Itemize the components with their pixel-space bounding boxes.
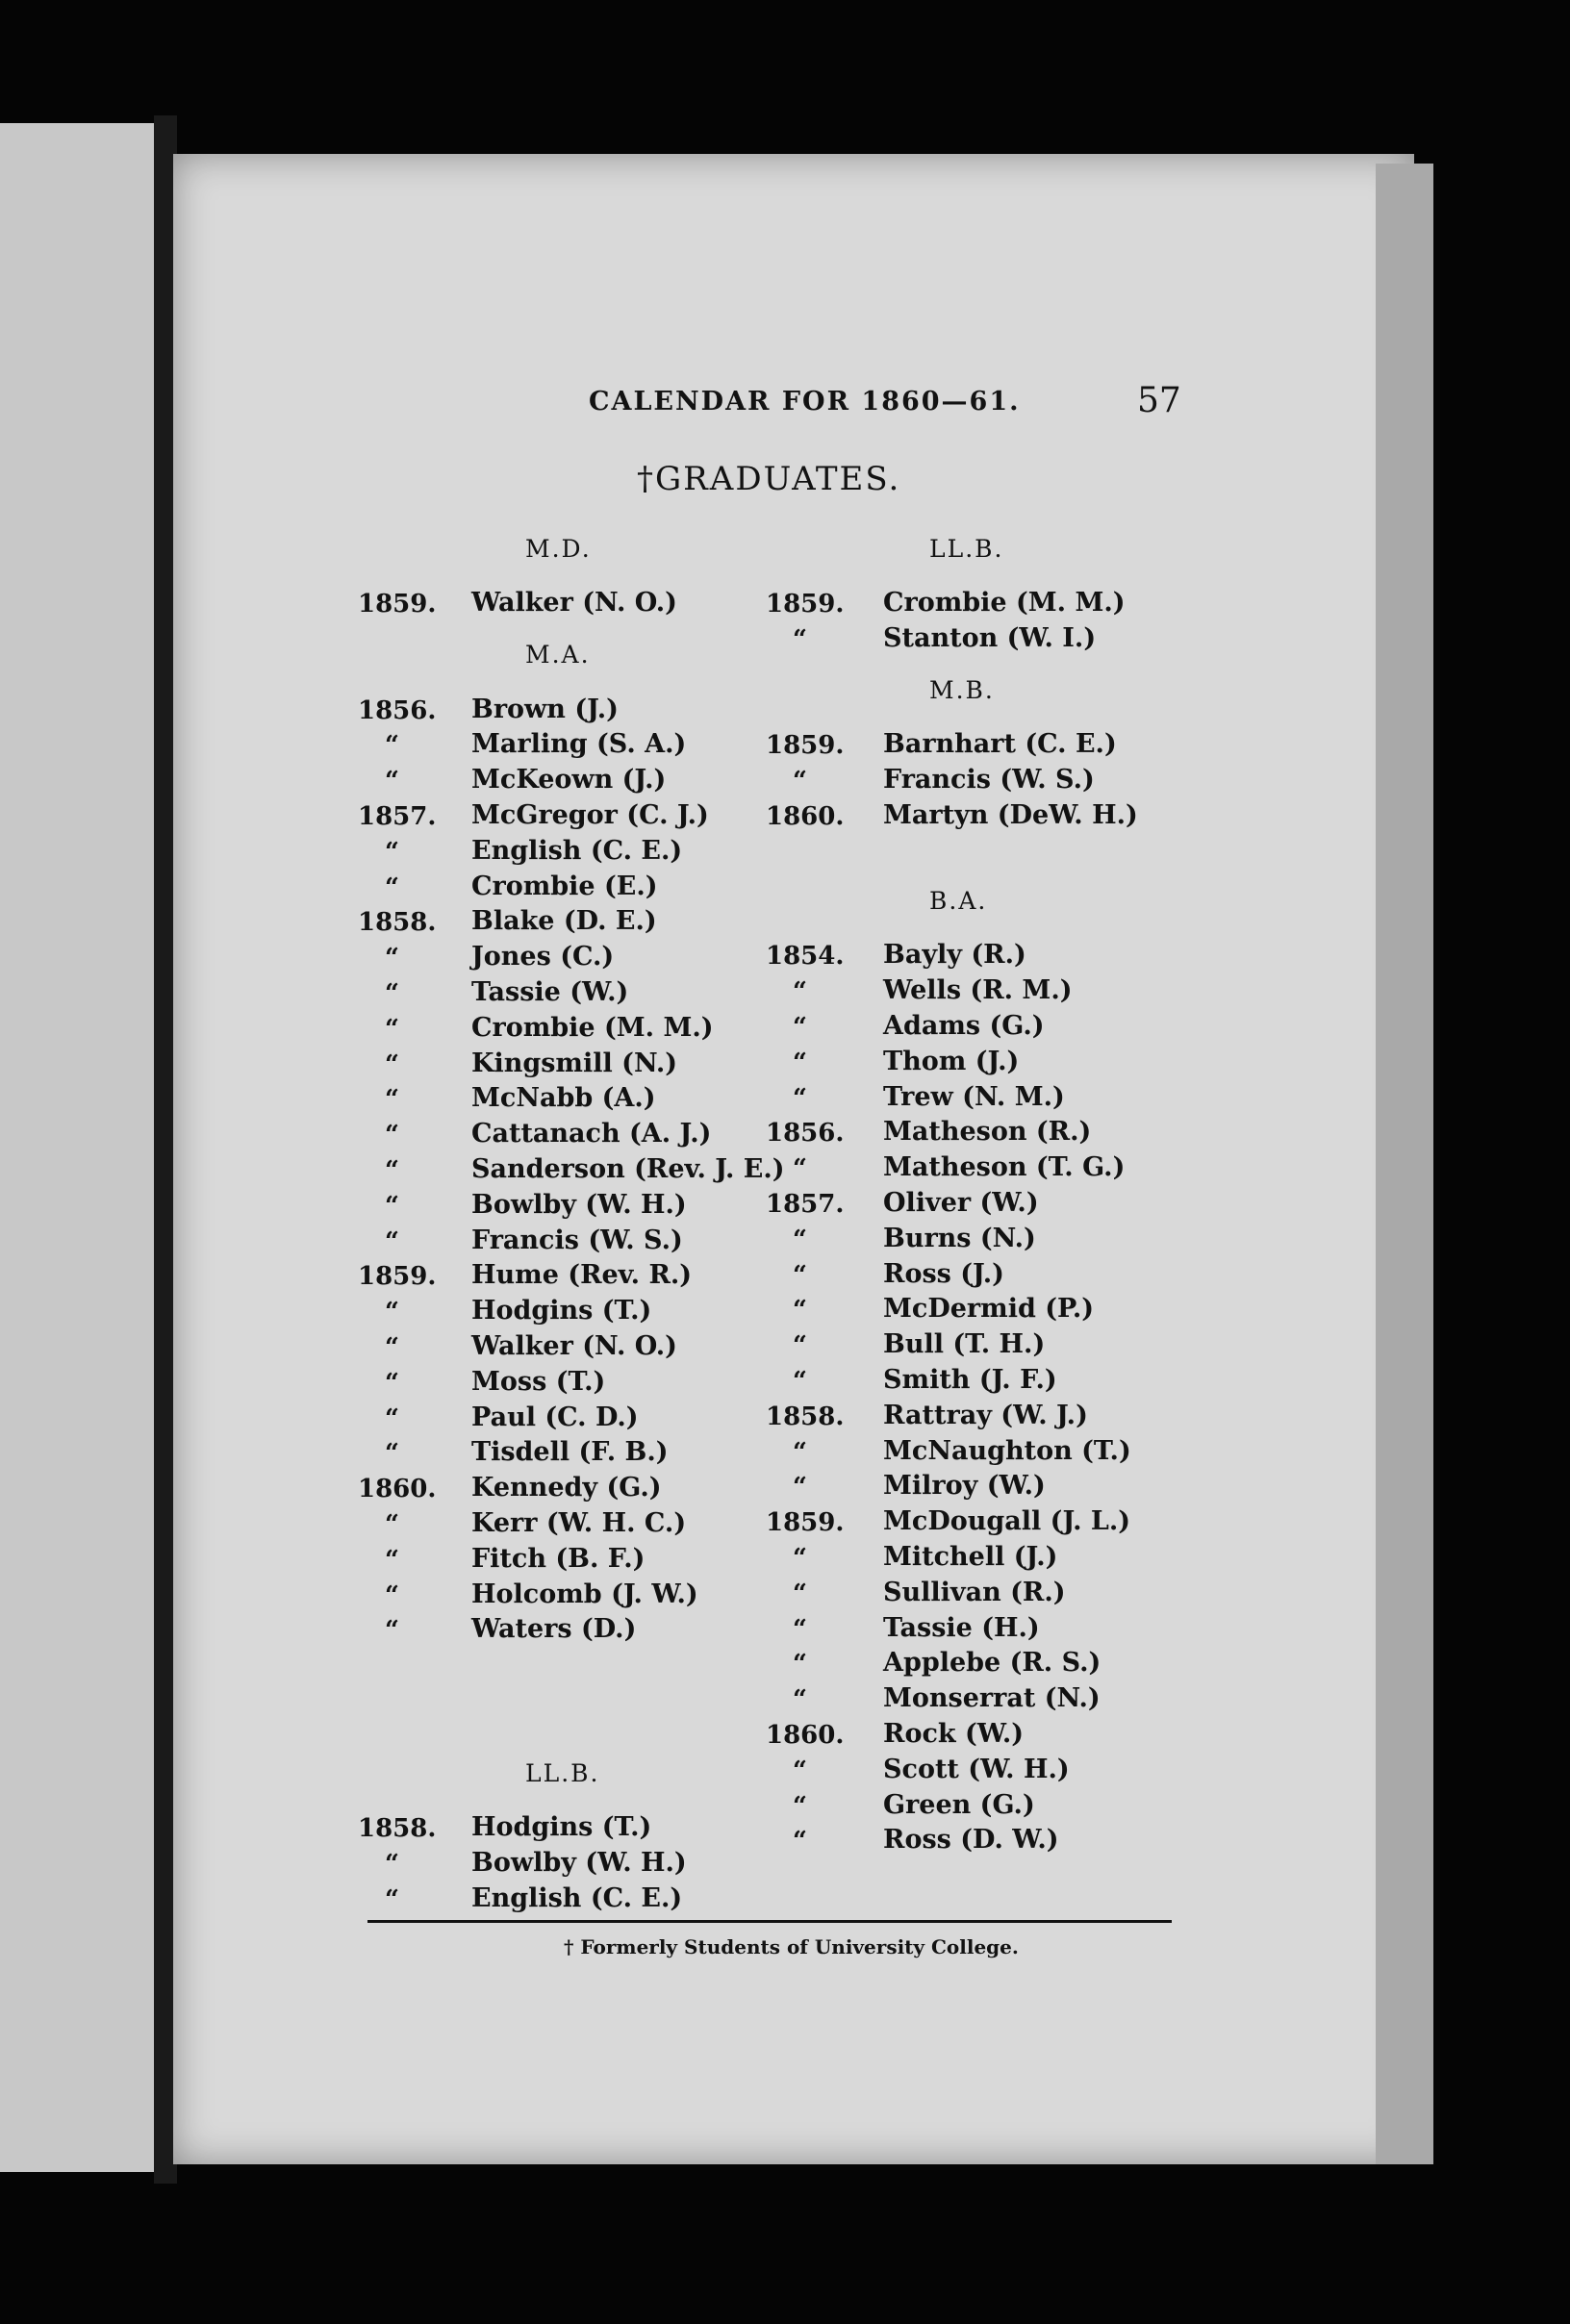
entry-year: “ [793, 1543, 807, 1573]
entry-year: “ [793, 1579, 807, 1608]
graduate-name: Walker (N. O.) [471, 588, 677, 619]
entry-year: 1860. [766, 802, 845, 831]
entry-year: “ [385, 1885, 399, 1915]
footnote-rule [367, 1920, 1172, 1923]
graduate-name: McDermid (P.) [883, 1294, 1095, 1325]
entry-year: “ [793, 1366, 807, 1396]
entry-year: “ [385, 1403, 399, 1433]
graduate-name: Rattray (W. J.) [883, 1400, 1088, 1430]
entry-year: “ [793, 1260, 807, 1290]
entry-year: “ [793, 1650, 807, 1680]
graduate-name: Oliver (W.) [883, 1187, 1039, 1218]
entry-year: “ [793, 1756, 807, 1785]
entry-year: “ [385, 1226, 399, 1256]
entry-year: “ [385, 1439, 399, 1469]
graduate-name: Hodgins (T.) [471, 1812, 652, 1843]
entry-year: “ [385, 1580, 399, 1610]
graduate-name: Hodgins (T.) [471, 1296, 652, 1326]
entry-year: “ [385, 1850, 399, 1880]
running-head: CALENDAR FOR 1860—61. [589, 387, 1021, 417]
graduate-name: Francis (W. S.) [471, 1225, 683, 1255]
entry-year: “ [793, 1473, 807, 1503]
graduate-name: Thom (J.) [883, 1046, 1020, 1076]
entry-year: “ [793, 767, 807, 796]
graduate-name: Cattanach (A. J.) [471, 1119, 712, 1149]
entry-year: “ [793, 1225, 807, 1254]
entry-year: 1859. [766, 590, 845, 619]
entry-year: “ [793, 977, 807, 1007]
graduate-name: Crombie (M. M.) [471, 1012, 714, 1043]
graduate-name: Smith (J. F.) [883, 1364, 1057, 1395]
entry-year: “ [385, 1616, 399, 1646]
entry-year: “ [385, 1333, 399, 1362]
entry-year: “ [385, 1298, 399, 1327]
entry-year: “ [385, 872, 399, 902]
entry-year: “ [793, 1154, 807, 1184]
entry-year: 1857. [766, 1189, 845, 1219]
entry-year: “ [793, 1827, 807, 1857]
entry-year: “ [385, 1545, 399, 1575]
graduate-name: Brown (J.) [471, 694, 619, 724]
entry-year: “ [793, 1437, 807, 1467]
entry-year: “ [793, 625, 807, 654]
graduate-name: Crombie (M. M.) [883, 588, 1126, 619]
graduate-name: McGregor (C. J.) [471, 800, 709, 830]
entry-year: “ [793, 1083, 807, 1113]
graduate-name: Francis (W. S.) [883, 765, 1095, 796]
entry-year: “ [385, 1049, 399, 1079]
section-heading: B.A. [929, 887, 988, 916]
entry-year: “ [793, 1012, 807, 1042]
graduate-name: English (C. E.) [471, 1883, 683, 1914]
graduate-name: Jones (C.) [471, 942, 615, 973]
graduate-name: Holcomb (J. W.) [471, 1579, 698, 1609]
entry-year: “ [793, 1685, 807, 1715]
section-heading: M.B. [929, 676, 995, 705]
entry-year: 1857. [358, 802, 437, 831]
footnote: † Formerly Students of University College. [564, 1935, 1019, 1958]
graduate-name: Barnhart (C. E.) [883, 729, 1117, 760]
entry-year: “ [793, 1791, 807, 1821]
graduate-name: Tassie (W.) [471, 977, 629, 1007]
section-heading: LL.B. [525, 1759, 600, 1788]
entry-year: “ [385, 1014, 399, 1044]
entry-year: “ [385, 1510, 399, 1539]
entry-year: “ [385, 1085, 399, 1115]
entry-year: 1856. [766, 1119, 845, 1149]
entry-year: “ [793, 1614, 807, 1644]
entry-year: 1858. [766, 1402, 845, 1431]
graduate-name: Matheson (T. G.) [883, 1152, 1126, 1183]
graduate-name: Scott (W. H.) [883, 1754, 1070, 1784]
entry-year: 1858. [358, 908, 437, 938]
graduate-name: Paul (C. D.) [471, 1402, 639, 1432]
entry-year: “ [385, 944, 399, 973]
graduate-name: Bayly (R.) [883, 940, 1026, 971]
graduate-name: Hume (Rev. R.) [471, 1260, 693, 1291]
entry-year: 1860. [358, 1475, 437, 1504]
entry-year: “ [385, 1121, 399, 1150]
graduate-name: Adams (G.) [883, 1010, 1045, 1041]
graduate-name: Milroy (W.) [883, 1471, 1046, 1502]
page-number: 57 [1137, 381, 1181, 420]
graduate-name: Tassie (H.) [883, 1612, 1040, 1643]
graduate-name: Waters (D.) [471, 1614, 637, 1645]
graduate-name: McKeown (J.) [471, 765, 667, 796]
entry-year: “ [385, 837, 399, 867]
section-heading: M.A. [525, 641, 591, 669]
graduate-name: Bowlby (W. H.) [471, 1189, 687, 1220]
graduate-name: Moss (T.) [471, 1366, 606, 1397]
graduate-name: Martyn (DeW. H.) [883, 800, 1138, 830]
graduate-name: Bowlby (W. H.) [471, 1848, 687, 1879]
graduate-name: Stanton (W. I.) [883, 623, 1097, 653]
entry-year: 1859. [766, 731, 845, 761]
graduate-name: Kerr (W. H. C.) [471, 1508, 687, 1538]
graduate-name: Rock (W.) [883, 1718, 1025, 1749]
graduate-name: Mitchell (J.) [883, 1541, 1058, 1572]
graduate-name: McDougall (J. L.) [883, 1506, 1131, 1537]
entry-year: 1856. [358, 695, 437, 725]
entry-year: “ [385, 1156, 399, 1185]
graduate-name: McNaughton (T.) [883, 1435, 1131, 1466]
graduate-name: Kingsmill (N.) [471, 1048, 678, 1078]
entry-year: “ [385, 979, 399, 1008]
section-heading: M.D. [525, 535, 592, 563]
entry-year: 1858. [358, 1814, 437, 1844]
graduate-name: Monserrat (N.) [883, 1683, 1101, 1714]
graduate-name: Trew (N. M.) [883, 1081, 1065, 1112]
graduate-name: Ross (J.) [883, 1258, 1004, 1289]
entry-year: “ [385, 731, 399, 761]
entry-year: “ [385, 767, 399, 796]
entry-year: 1859. [766, 1508, 845, 1538]
entry-year: “ [793, 1331, 807, 1361]
page-title: †GRADUATES. [637, 460, 901, 498]
graduate-name: Green (G.) [883, 1789, 1035, 1820]
graduate-name: Wells (R. M.) [883, 975, 1073, 1006]
graduate-name: Sullivan (R.) [883, 1577, 1066, 1607]
entry-year: “ [385, 1191, 399, 1221]
graduate-name: McNabb (A.) [471, 1083, 656, 1114]
graduate-name: Burns (N.) [883, 1223, 1036, 1253]
entry-year: “ [385, 1368, 399, 1398]
entry-year: 1859. [358, 1262, 437, 1292]
entry-year: 1859. [358, 590, 437, 619]
graduate-name: Crombie (E.) [471, 871, 658, 901]
page-fore-edge [1376, 164, 1433, 2164]
graduate-name: Sanderson (Rev. J. E.) [471, 1154, 785, 1184]
graduate-name: Fitch (B. F.) [471, 1543, 646, 1574]
graduate-name: English (C. E.) [471, 835, 683, 866]
graduate-name: Bull (T. H.) [883, 1329, 1046, 1360]
graduate-name: Applebe (R. S.) [883, 1648, 1102, 1679]
entry-year: 1860. [766, 1720, 845, 1750]
graduate-name: Walker (N. O.) [471, 1331, 677, 1361]
entry-year: “ [793, 1296, 807, 1326]
graduate-name: Blake (D. E.) [471, 906, 657, 937]
graduate-name: Tisdell (F. B.) [471, 1437, 669, 1468]
graduate-name: Marling (S. A.) [471, 729, 687, 760]
graduate-name: Kennedy (G.) [471, 1473, 662, 1503]
entry-year: 1854. [766, 942, 845, 972]
facing-page-edge [0, 123, 164, 2172]
graduate-name: Matheson (R.) [883, 1117, 1092, 1148]
graduate-name: Ross (D. W.) [883, 1825, 1059, 1856]
section-heading: LL.B. [929, 535, 1004, 563]
entry-year: “ [793, 1048, 807, 1077]
